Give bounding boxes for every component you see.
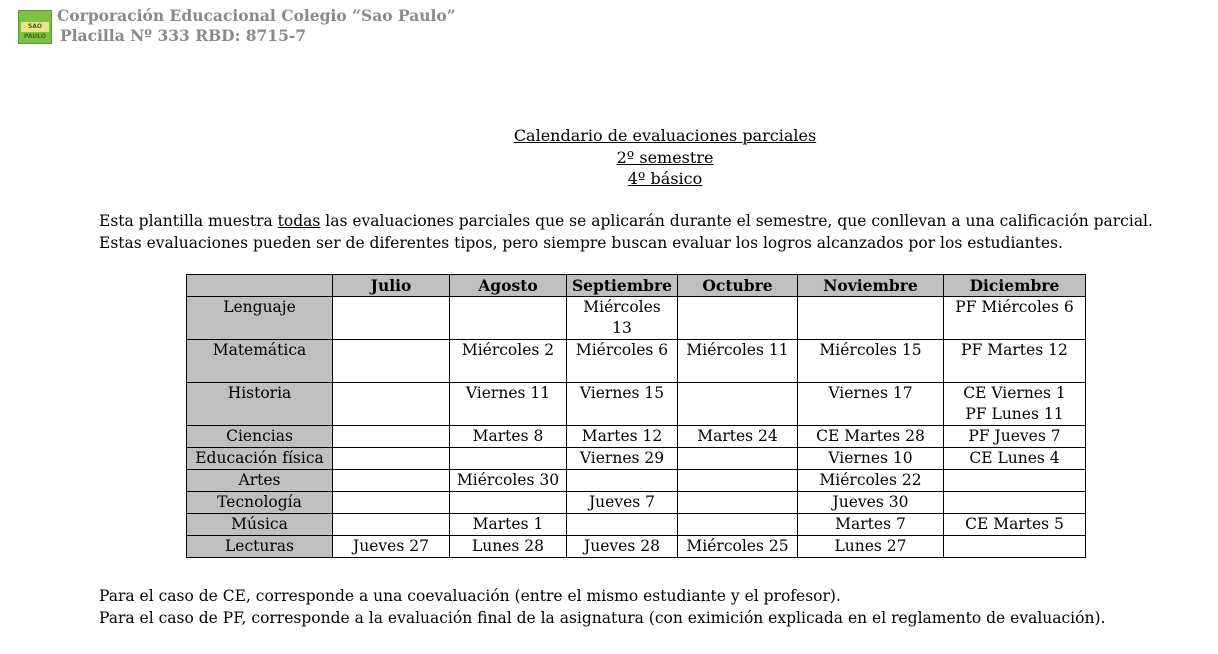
table-row <box>187 492 1086 514</box>
subject-cell: Educación física <box>187 448 333 470</box>
subject-cell: Artes <box>187 470 333 492</box>
date-cell <box>567 514 678 536</box>
date-cell <box>798 492 944 514</box>
table-row <box>187 514 1086 536</box>
header-cell-agosto: Agosto <box>450 275 567 297</box>
table-row <box>187 470 1086 492</box>
footnotes <box>99 585 1105 629</box>
note-pf: Para el caso de PF, corresponde a la evaluación final de la asignatura (con eximición explicada en el reglamento de evaluación). <box>99 609 1106 627</box>
intro-emphasis: todas <box>277 212 321 230</box>
school-logo <box>18 10 52 44</box>
cell-value: PF Miércoles 6 <box>955 298 1074 316</box>
date-cell <box>567 426 678 448</box>
date-cell <box>798 536 944 558</box>
header-cell-diciembre: Diciembre <box>944 275 1086 297</box>
cell-value: CE Martes 5 <box>965 515 1064 533</box>
cell-value: CE Martes 28 <box>816 427 925 445</box>
header-cell-julio: Julio <box>333 275 450 297</box>
date-cell <box>944 426 1086 448</box>
date-cell <box>678 340 798 383</box>
date-cell <box>944 536 1086 558</box>
cell-value: Jueves 30 <box>832 493 909 511</box>
date-cell <box>450 340 567 383</box>
date-cell <box>798 340 944 383</box>
cell-value: Martes 1 <box>472 515 544 533</box>
title-line-2: 2º semestre <box>616 147 714 167</box>
evaluation-calendar-table <box>186 274 1086 558</box>
title-line-1: Calendario de evaluaciones parciales <box>513 126 817 145</box>
date-cell <box>798 297 944 340</box>
cell-value: Miércoles 30 <box>456 471 560 489</box>
date-cell <box>333 340 450 383</box>
date-cell <box>450 514 567 536</box>
intro-part-1: Esta plantilla muestra <box>99 212 278 230</box>
table-row <box>187 448 1086 470</box>
cell-value: Viernes 15 <box>579 384 665 402</box>
date-cell <box>450 536 567 558</box>
school-name: Corporación Educacional Colegio “Sao Paulo” <box>57 6 456 25</box>
date-cell <box>567 536 678 558</box>
date-cell <box>333 536 450 558</box>
date-cell <box>798 470 944 492</box>
date-cell <box>944 340 1086 383</box>
subject-cell: Música <box>187 514 333 536</box>
date-cell <box>333 426 450 448</box>
date-cell <box>333 492 450 514</box>
cell-value: Jueves 7 <box>588 493 656 511</box>
cell-value: Miércoles 11 <box>686 341 789 359</box>
date-cell <box>678 492 798 514</box>
cell-value: Jueves 27 <box>353 537 429 555</box>
cell-value: Miércoles 13 <box>583 298 661 337</box>
date-cell <box>567 297 678 340</box>
subject-cell: Matemática <box>187 340 333 383</box>
cell-value: Viernes 29 <box>579 449 665 467</box>
table-row <box>187 340 1086 383</box>
cell-value: Miércoles 2 <box>461 341 555 359</box>
date-cell <box>450 492 567 514</box>
date-cell <box>944 448 1086 470</box>
date-cell <box>450 297 567 340</box>
cell-value: PF Jueves 7 <box>968 427 1061 445</box>
cell-value: Miércoles 6 <box>575 341 669 359</box>
cell-value: Miércoles 22 <box>819 471 922 489</box>
date-cell <box>944 514 1086 536</box>
table-row <box>187 383 1086 426</box>
table-header-row <box>187 275 1086 297</box>
note-ce: Para el caso de CE, corresponde a una coevaluación (entre el mismo estudiante y el profesor). <box>99 587 841 605</box>
date-cell <box>333 383 450 426</box>
date-cell <box>450 426 567 448</box>
date-cell <box>450 383 567 426</box>
date-cell <box>567 470 678 492</box>
table-row <box>187 536 1086 558</box>
date-cell <box>333 297 450 340</box>
date-cell <box>798 448 944 470</box>
cell-value: Viernes 11 <box>465 384 551 402</box>
intro-paragraph <box>99 210 1189 254</box>
header-cell-octubre: Octubre <box>678 275 798 297</box>
subject-cell: Lecturas <box>187 536 333 558</box>
table-row <box>187 297 1086 340</box>
date-cell <box>450 470 567 492</box>
header-cell-noviembre: Noviembre <box>798 275 944 297</box>
date-cell <box>678 297 798 340</box>
subject-cell: Tecnología <box>187 492 333 514</box>
date-cell <box>944 297 1086 340</box>
subject-cell: Lenguaje <box>187 297 333 340</box>
date-cell <box>678 470 798 492</box>
cell-value-extra: PF Lunes 11 <box>965 405 1064 423</box>
cell-value: CE Lunes 4 <box>969 449 1060 467</box>
date-cell <box>567 448 678 470</box>
date-cell <box>567 383 678 426</box>
title-line-3: 4º básico <box>627 169 703 188</box>
cell-value: Lunes 28 <box>471 537 545 555</box>
school-address: Placilla Nº 333 RBD: 8715-7 <box>60 26 307 45</box>
header-cell-empty <box>187 275 333 297</box>
table-row <box>187 426 1086 448</box>
date-cell <box>678 448 798 470</box>
date-cell <box>798 514 944 536</box>
date-cell <box>678 383 798 426</box>
subject-cell: Historia <box>187 383 333 426</box>
intro-part-2: las evaluaciones parciales que se aplicarán durante el semestre, que conllevan a una calificación parcial. Estas evaluaciones pueden ser de diferentes tipos, pero siempre buscan evaluar los logros alcanzados por los estudiantes. <box>99 212 1153 252</box>
cell-value: Jueves 28 <box>584 537 660 555</box>
date-cell <box>944 470 1086 492</box>
date-cell <box>678 426 798 448</box>
date-cell <box>678 514 798 536</box>
date-cell <box>450 448 567 470</box>
header-cell-septiembre: Septiembre <box>567 275 678 297</box>
date-cell <box>678 536 798 558</box>
cell-value: Viernes 17 <box>828 384 913 402</box>
date-cell <box>333 448 450 470</box>
date-cell <box>944 492 1086 514</box>
date-cell <box>798 383 944 426</box>
cell-value: CE Viernes 1 <box>963 384 1066 402</box>
cell-value: Martes 8 <box>472 427 544 445</box>
cell-value: Martes 7 <box>835 515 906 533</box>
header-text <box>57 6 456 46</box>
cell-value: Martes 12 <box>581 427 663 445</box>
cell-value: Miércoles 25 <box>686 537 789 555</box>
document-title <box>0 125 1218 190</box>
cell-value: Martes 24 <box>697 427 778 445</box>
date-cell <box>333 514 450 536</box>
cell-value: Lunes 27 <box>834 537 907 555</box>
date-cell <box>333 470 450 492</box>
subject-cell: Ciencias <box>187 426 333 448</box>
cell-value: Miércoles 15 <box>819 341 922 359</box>
logo-text: SAO PAULO <box>24 23 46 40</box>
date-cell <box>567 340 678 383</box>
cell-value: Viernes 10 <box>828 449 913 467</box>
date-cell <box>944 383 1086 426</box>
date-cell <box>798 426 944 448</box>
date-cell <box>567 492 678 514</box>
cell-value: PF Martes 12 <box>961 341 1068 359</box>
